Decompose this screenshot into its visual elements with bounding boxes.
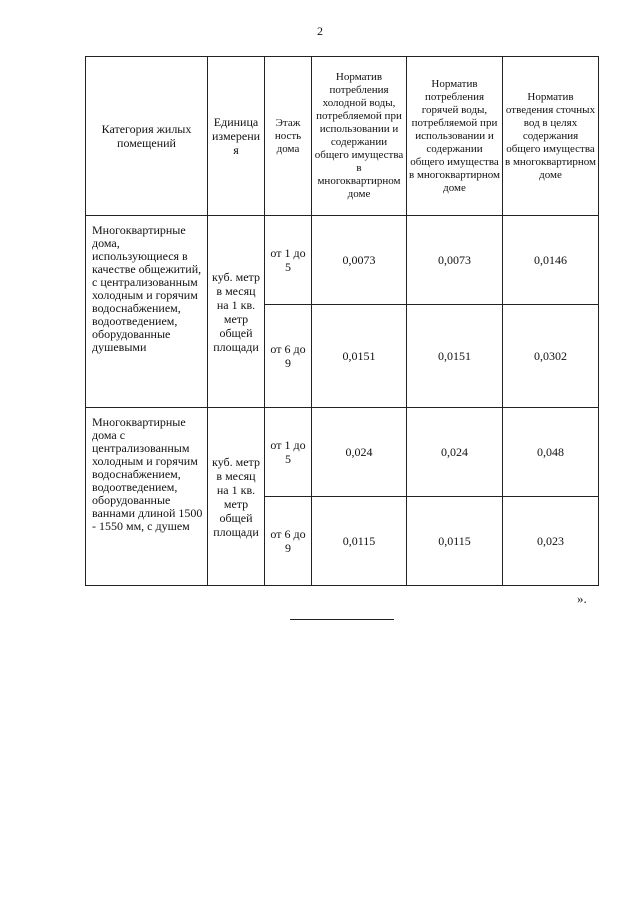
wastewater-value: 0,023 xyxy=(503,497,599,586)
header-floors: Этаж ность дома xyxy=(265,57,312,216)
separator-line xyxy=(290,619,394,620)
header-hot-water: Норматив потребления горячей воды, потребляемой при использовании и содержании общего имущества в многоквартирном доме xyxy=(407,57,503,216)
header-cold-water: Норматив потребления холодной воды, потребляемой при использовании и содержании общего имущества в многоквартирном доме xyxy=(312,57,407,216)
hot-water-value: 0,0073 xyxy=(407,216,503,305)
hot-water-value: 0,024 xyxy=(407,408,503,497)
table-header-row xyxy=(86,57,599,216)
table-row xyxy=(86,408,599,497)
unit-cell: куб. метр в месяц на 1 кв. метр общей площади xyxy=(208,216,265,408)
page-number: 2 xyxy=(317,24,323,38)
header-category: Категория жилых помещений xyxy=(86,57,208,216)
closing-quote: ». xyxy=(577,591,587,606)
cold-water-value: 0,024 xyxy=(312,408,407,497)
header-unit: Единица измерения xyxy=(208,57,265,216)
category-cell: Многоквартирные дома с централизованным холодным и горячим водоснабжением, водоотведением, оборудованные ваннами длиной 1500 - 1550 мм, с душем xyxy=(86,408,208,586)
cold-water-value: 0,0115 xyxy=(312,497,407,586)
hot-water-value: 0,0151 xyxy=(407,305,503,408)
floors-cell: от 1 до 5 xyxy=(265,408,312,497)
cold-water-value: 0,0073 xyxy=(312,216,407,305)
floors-cell: от 6 до 9 xyxy=(265,305,312,408)
unit-cell: куб. метр в месяц на 1 кв. метр общей площади xyxy=(208,408,265,586)
wastewater-value: 0,0146 xyxy=(503,216,599,305)
header-wastewater: Норматив отведения сточных вод в целях содержания общего имущества в многоквартирном доме xyxy=(503,57,599,216)
wastewater-value: 0,048 xyxy=(503,408,599,497)
wastewater-value: 0,0302 xyxy=(503,305,599,408)
table-row xyxy=(86,216,599,305)
norms-table xyxy=(85,56,599,586)
hot-water-value: 0,0115 xyxy=(407,497,503,586)
floors-cell: от 1 до 5 xyxy=(265,216,312,305)
floors-cell: от 6 до 9 xyxy=(265,497,312,586)
cold-water-value: 0,0151 xyxy=(312,305,407,408)
category-cell: Многоквартирные дома, использующиеся в качестве общежитий, с централизованным холодным и горячим водоснабжением, водоотведением, оборудованные душевыми xyxy=(86,216,208,408)
